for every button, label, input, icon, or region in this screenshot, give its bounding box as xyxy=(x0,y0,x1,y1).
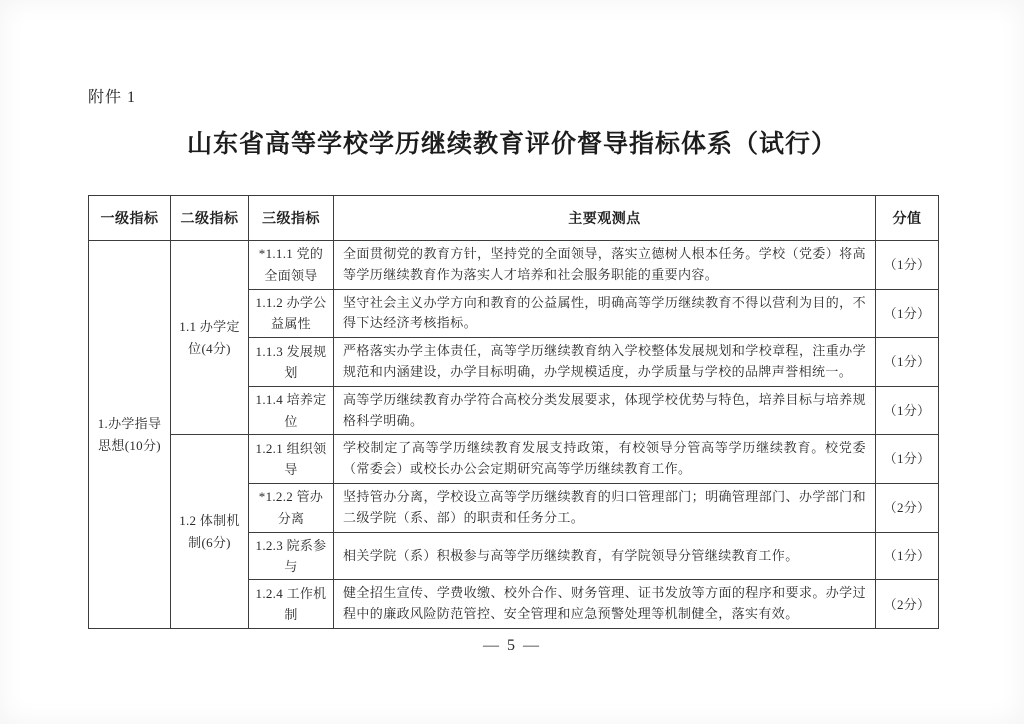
observation-cell: 学校制定了高等学历继续教育发展支持政策，有校领导分管高等学历继续教育。校党委（常委会）或校长办公会定期研究高等学历继续教育工作。 xyxy=(334,435,876,484)
level3-cell: *1.2.2 管办分离 xyxy=(249,483,334,532)
document-title: 山东省高等学校学历继续教育评价督导指标体系（试行） xyxy=(186,131,837,158)
indicator-table xyxy=(88,195,939,629)
level3-cell: 1.2.4 工作机制 xyxy=(249,580,334,629)
level3-cell: 1.2.1 组织领导 xyxy=(249,435,334,484)
observation-cell: 严格落实办学主体责任，高等学历继续教育纳入学校整体发展规划和学校章程，注重办学规范和内涵建设，办学目标明确，办学规模适度，办学质量与学校的品牌声誉相统一。 xyxy=(334,338,876,387)
observation-cell: 高等学历继续教育办学符合高校分类发展要求，体现学校优势与特色，培养目标与培养规格科学明确。 xyxy=(334,386,876,435)
level3-cell: 1.1.3 发展规划 xyxy=(249,338,334,387)
observation-cell: 全面贯彻党的教育方针，坚持党的全面领导，落实立德树人根本任务。学校（党委）将高等学历继续教育作为落实人才培养和社会服务职能的重要内容。 xyxy=(334,241,876,290)
header-observation-points: 主要观测点 xyxy=(334,196,876,241)
score-cell: （1分） xyxy=(876,289,939,338)
observation-cell: 健全招生宣传、学费收缴、校外合作、财务管理、证书发放等方面的程序和要求。办学过程中的廉政风险防范管控、安全管理和应急预警处理等机制健全，落实有效。 xyxy=(334,580,876,629)
level3-cell: 1.2.3 院系参与 xyxy=(249,532,334,580)
header-level1-indicator: 一级指标 xyxy=(89,196,171,241)
attachment-label: 附件 1 xyxy=(88,89,137,106)
level2-cell: 1.1 办学定位(4分) xyxy=(171,241,249,435)
level1-cell: 1.办学指导思想(10分) xyxy=(89,241,171,629)
level2-cell: 1.2 体制机制(6分) xyxy=(171,435,249,629)
table-header-row xyxy=(89,196,939,241)
level3-cell: 1.1.2 办学公益属性 xyxy=(249,289,334,338)
header-score: 分值 xyxy=(876,196,939,241)
observation-cell: 坚持管办分离，学校设立高等学历继续教育的归口管理部门；明确管理部门、办学部门和二级学院（系、部）的职责和任务分工。 xyxy=(334,483,876,532)
score-cell: （1分） xyxy=(876,386,939,435)
observation-cell: 坚守社会主义办学方向和教育的公益属性，明确高等学历继续教育不得以营利为目的，不得下达经济考核指标。 xyxy=(334,289,876,338)
observation-cell: 相关学院（系）积极参与高等学历继续教育，有学院领导分管继续教育工作。 xyxy=(334,532,876,580)
score-cell: （1分） xyxy=(876,532,939,580)
score-cell: （1分） xyxy=(876,338,939,387)
table-row xyxy=(89,435,939,484)
page-number: — 5 — xyxy=(483,637,541,654)
header-level2-indicator: 二级指标 xyxy=(171,196,249,241)
score-cell: （2分） xyxy=(876,580,939,629)
level3-cell: 1.1.4 培养定位 xyxy=(249,386,334,435)
score-cell: （1分） xyxy=(876,241,939,290)
table-row xyxy=(89,241,939,290)
header-level3-indicator: 三级指标 xyxy=(249,196,334,241)
level3-cell: *1.1.1 党的全面领导 xyxy=(249,241,334,290)
score-cell: （2分） xyxy=(876,483,939,532)
score-cell: （1分） xyxy=(876,435,939,484)
